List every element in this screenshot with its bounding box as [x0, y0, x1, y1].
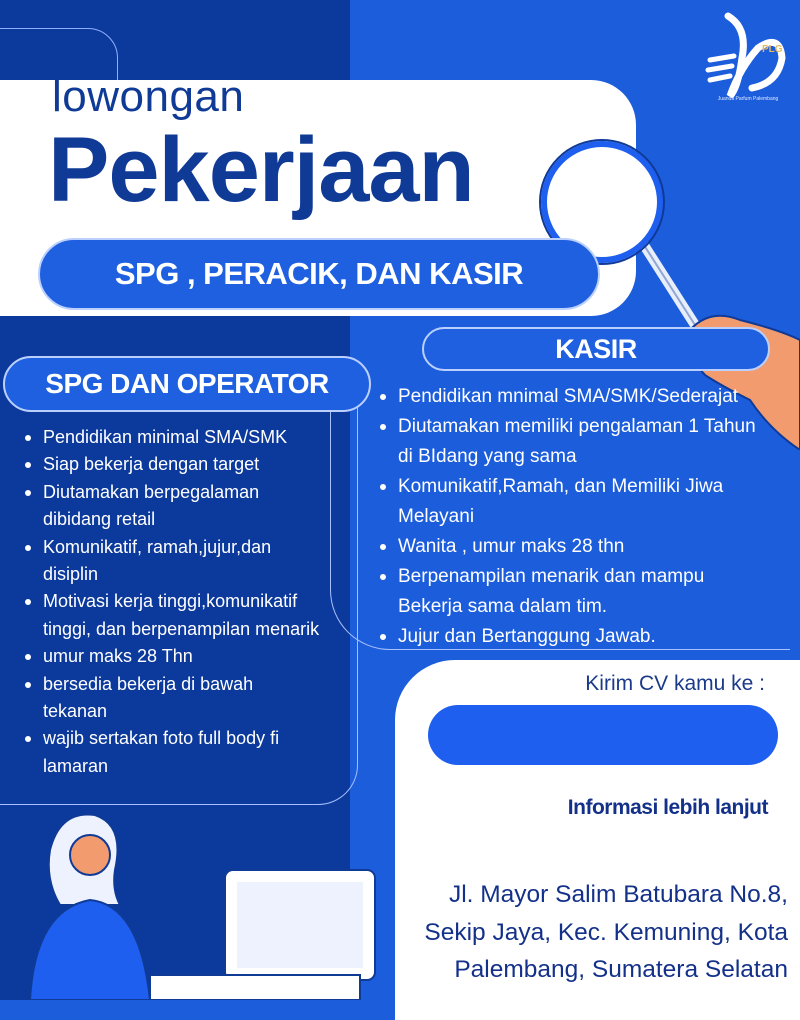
positions-banner: SPG , PERACIK, DAN KASIR	[38, 238, 600, 310]
woman-at-computer-illustration	[0, 810, 400, 1000]
brand-logo	[700, 8, 790, 108]
list-item: Siap bekerja dengan target	[43, 451, 343, 478]
list-item: Diutamakan berpegalaman dibidang retail	[43, 479, 313, 534]
send-cv-label: Kirim CV kamu ke :	[585, 672, 765, 695]
address-line: Palembang, Sumatera Selatan	[454, 956, 788, 983]
email-redacted-pill	[428, 705, 778, 765]
title-line-2: Pekerjaan	[48, 119, 474, 221]
list-item: umur maks 28 Thn	[43, 643, 343, 670]
address-line: Jl. Mayor Salim Batubara No.8,	[448, 881, 788, 908]
list-item: Diutamakan memiliki pengalaman 1 Tahun di BIdang yang sama	[398, 412, 763, 472]
spg-heading: SPG DAN OPERATOR	[3, 356, 371, 412]
list-item: Jujur dan Bertanggung Jawab.	[398, 622, 778, 652]
title-line-1: lowongan	[52, 72, 245, 121]
list-item: wajib sertakan foto full body fi lamaran	[43, 725, 318, 780]
list-item: Pendidikan minimal SMA/SMK	[43, 424, 343, 451]
list-item: Wanita , umur maks 28 thn	[398, 532, 778, 562]
list-item: Pendidikan mnimal SMA/SMK/Sederajat	[398, 382, 778, 412]
kasir-heading: KASIR	[422, 327, 770, 371]
list-item: Komunikatif,Ramah, dan Memiliki Jiwa Melayani	[398, 472, 758, 532]
list-item: Berpenampilan menarik dan mampu Bekerja sama dalam tim.	[398, 562, 753, 622]
spg-requirements-list	[43, 424, 343, 780]
address	[424, 876, 788, 989]
brand-name: Juanda Parfum Palembang	[717, 96, 779, 102]
kasir-requirements-list	[398, 382, 778, 652]
more-info-label: Informasi lebih lanjut	[567, 796, 768, 819]
svg-text:PLG: PLG	[762, 44, 783, 55]
address-line: Sekip Jaya, Kec. Kemuning, Kota	[424, 918, 788, 946]
list-item: Komunikatif, ramah,jujur,dan disiplin	[43, 534, 313, 589]
list-item: Motivasi kerja tinggi,komunikatif tinggi, dan berpenampilan menarik	[43, 588, 328, 643]
list-item: bersedia bekerja di bawah tekanan	[43, 671, 283, 726]
